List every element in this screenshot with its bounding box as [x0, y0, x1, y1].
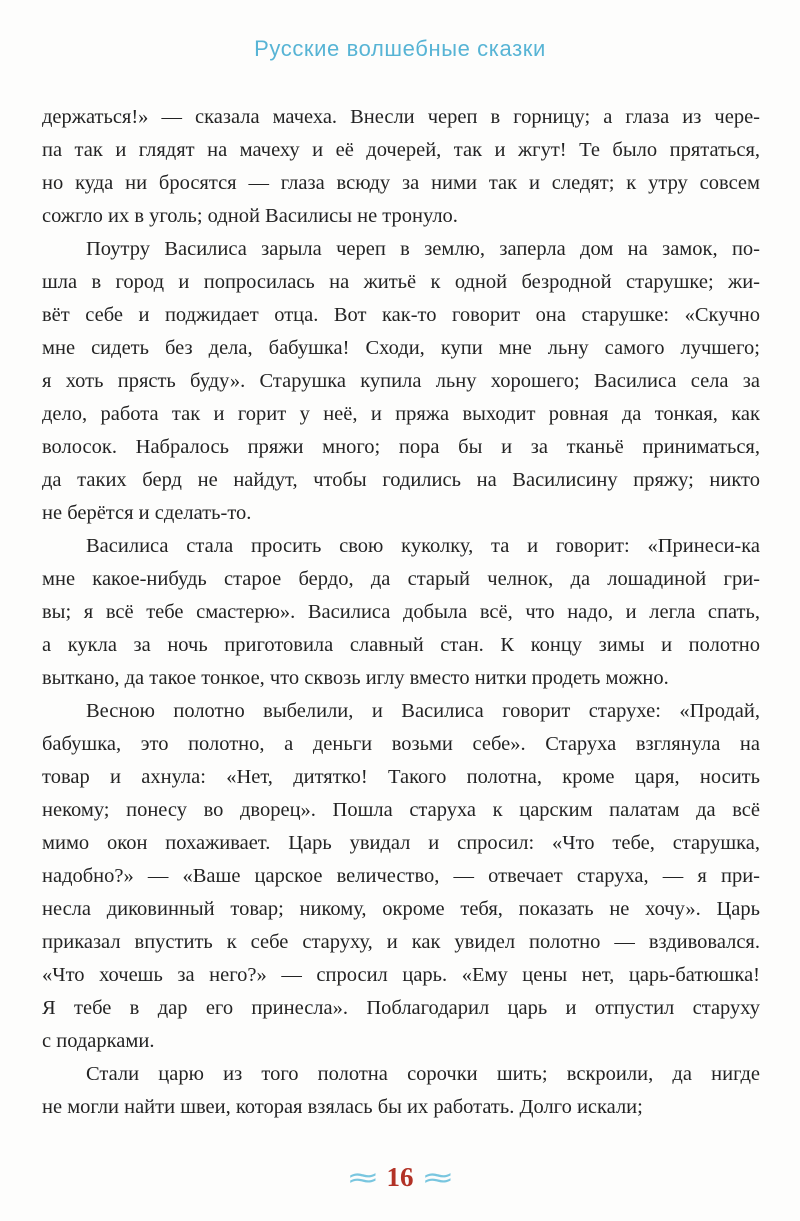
text-line: шла в город и попросилась на житьё к одной безродной старушке; жи-: [42, 271, 760, 293]
page-number: 16: [386, 1161, 414, 1192]
text-line: товар и ахнула: «Нет, дитятко! Такого полотна, кроме царя, носить: [42, 766, 760, 788]
wave-ornament-icon: ≈: [420, 1162, 455, 1194]
text-line: выткано, да такое тонкое, что сквозь иглу вместо нитки продеть можно.: [42, 667, 669, 689]
text-line: Поутру Василиса зарыла череп в землю, заперла дом на замок, по-: [86, 238, 760, 260]
text-line: бабушка, это полотно, а деньги возьми себе». Старуха взглянула на: [42, 733, 760, 755]
text-line: дело, работа так и горит у неё, и пряжа выходит ровная да тонкая, как: [42, 403, 760, 425]
text-line: не берётся и сделать-то.: [42, 502, 252, 524]
text-line: надобно?» — «Ваше царское величество, — отвечает старуха, — я при-: [42, 865, 760, 887]
wave-ornament-icon: ≈: [345, 1162, 380, 1194]
text-line: но куда ни бросятся — глаза всюду за ними так и следят; к утру совсем: [42, 172, 760, 194]
text-line: волосок. Набралось пряжи много; пора бы и за тканьё приниматься,: [42, 436, 760, 458]
text-line: я хоть прясть буду». Старушка купила льну хорошего; Василиса села за: [42, 370, 760, 392]
text-line: «Что хочешь за него?» — спросил царь. «Ему цены нет, царь-батюшка!: [42, 964, 760, 986]
text-line: Весною полотно выбелили, и Василиса говорит старухе: «Продай,: [86, 700, 760, 722]
text-line: Василиса стала просить свою куколку, та и говорит: «Принеси-ка: [86, 535, 760, 557]
text-line: мне какое-нибудь старое бердо, да старый челнок, да лошадиной гри-: [42, 568, 760, 590]
text-line: па так и глядят на мачеху и её дочерей, так и жгут! Те было прятаться,: [42, 139, 760, 161]
text-line: Стали царю из того полотна сорочки шить; вскроили, да нигде: [86, 1063, 760, 1085]
text-line: держаться!» — сказала мачеха. Внесли череп в горницу; а глаза из чере-: [42, 106, 760, 128]
text-line: да таких берд не найдут, чтобы годились на Василисину пряжу; никто: [42, 469, 760, 491]
text-line: мне сидеть без дела, бабушка! Сходи, купи мне льну самого лучшего;: [42, 337, 760, 359]
text-line: а кукла за ночь приготовила славный стан. К концу зимы и полотно: [42, 634, 760, 656]
text-column: [42, 101, 760, 1124]
running-head: Русские волшебные сказки: [254, 36, 546, 61]
text-line: вёт себе и поджидает отца. Вот как-то говорит она старушке: «Скучно: [42, 304, 760, 326]
text-line: сожгло их в уголь; одной Василисы не тронуло.: [42, 205, 458, 227]
page-footer: [0, 1156, 800, 1200]
text-line: некому; понесу во дворец». Пошла старуха к царским палатам да всё: [42, 799, 760, 821]
text-line: не могли найти швеи, которая взялась бы их работать. Долго искали;: [42, 1096, 643, 1118]
text-line: вы; я всё тебе смастерю». Василиса добыла всё, что надо, и легла спать,: [42, 601, 760, 623]
text-line: несла диковинный товар; никому, окроме тебя, показать не хочу». Царь: [42, 898, 760, 920]
text-line: мимо окон похаживает. Царь увидал и спросил: «Что тебе, старушка,: [42, 832, 760, 854]
text-line: приказал впустить к себе старуху, и как увидел полотно — вздивовался.: [42, 931, 760, 953]
text-line: Я тебе в дар его принесла». Поблагодарил царь и отпустил старуху: [42, 997, 760, 1019]
text-line: с подарками.: [42, 1030, 155, 1052]
